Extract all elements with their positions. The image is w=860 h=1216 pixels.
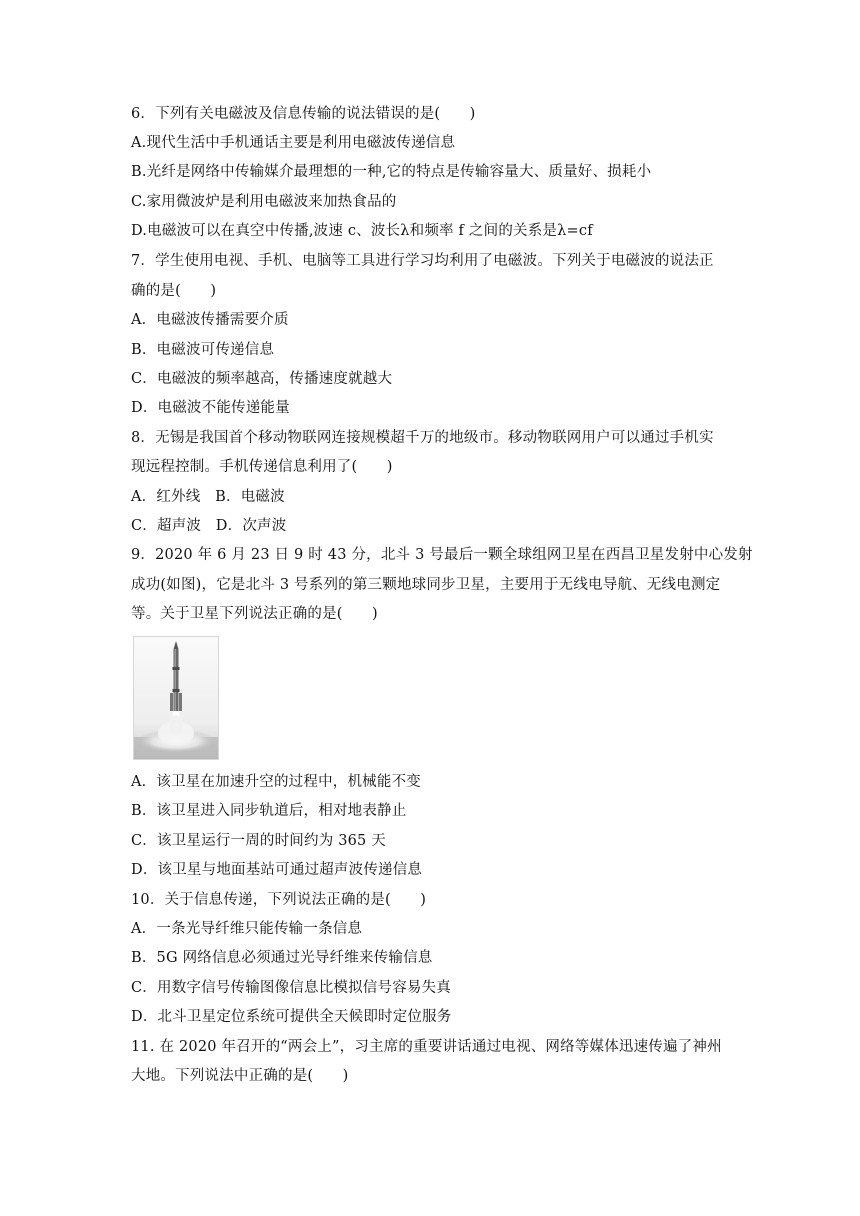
q7-option-d: D．电磁波不能传递能量 bbox=[131, 400, 290, 416]
q6-option-b: B.光纤是网络中传输媒介最理想的一种,它的特点是传输容量大、质量好、损耗小 bbox=[131, 164, 652, 180]
q10-option-a: A．一条光导纤维只能传输一条信息 bbox=[131, 921, 363, 937]
q8-options-cd: C．超声波 D．次声波 bbox=[131, 518, 287, 534]
q7-stem-line2: 确的是( ) bbox=[131, 283, 217, 299]
q10-option-d: D．北斗卫星定位系统可提供全天候即时定位服务 bbox=[131, 1009, 452, 1025]
q8-stem-line1: 8．无锡是我国首个移动物联网连接规模超千万的地级市。移动物联网用户可以通过手机实 bbox=[131, 430, 714, 446]
q10-option-b: B．5G 网络信息必须通过光导纤维来传输信息 bbox=[131, 950, 433, 966]
q11-stem-line1: 11. 在 2020 年召开的“两会上”，习主席的重要讲话通过电视、网络等媒体迅速传遍了神州 bbox=[131, 1039, 722, 1055]
q6-option-c: C.家用微波炉是利用电磁波来加热食品的 bbox=[131, 194, 397, 210]
q6-option-d: D.电磁波可以在真空中传播,波速 c、波长λ和频率 f 之间的关系是λ=cf bbox=[131, 223, 593, 239]
q8-stem-line2: 现远程控制。手机传递信息利用了( ) bbox=[131, 459, 393, 475]
q11-stem-line2: 大地。下列说法中正确的是( ) bbox=[131, 1068, 349, 1084]
rocket-launch-illustration bbox=[134, 637, 218, 759]
q9-option-b: B．该卫星进入同步轨道后，相对地表静止 bbox=[131, 803, 407, 819]
q9-option-c: C．该卫星运行一周的时间约为 365 天 bbox=[131, 833, 386, 849]
q7-option-a: A．电磁波传播需要介质 bbox=[131, 312, 289, 328]
q9-stem-line1: 9．2020 年 6 月 23 日 9 时 43 分，北斗 3 号最后一颗全球组网卫星在西昌卫星发射中心发射 bbox=[131, 547, 753, 563]
q9-option-d: D．该卫星与地面基站可通过超声波传递信息 bbox=[131, 862, 423, 878]
q6-stem: 6．下列有关电磁波及信息传输的说法错误的是( ) bbox=[131, 106, 476, 122]
q6-option-a: A.现代生活中手机通话主要是利用电磁波传递信息 bbox=[131, 135, 456, 151]
q7-option-b: B．电磁波可传递信息 bbox=[131, 342, 275, 358]
q10-option-c: C．用数字信号传输图像信息比模拟信号容易失真 bbox=[131, 980, 451, 996]
q9-option-a: A．该卫星在加速升空的过程中，机械能不变 bbox=[131, 774, 421, 790]
q7-stem-line1: 7．学生使用电视、手机、电脑等工具进行学习均利用了电磁波。下列关于电磁波的说法正 bbox=[131, 253, 714, 269]
q7-option-c: C．电磁波的频率越高，传播速度就越大 bbox=[131, 371, 393, 387]
q10-stem: 10．关于信息传递，下列说法正确的是( ) bbox=[131, 892, 427, 908]
q8-options-ab: A．红外线 B．电磁波 bbox=[131, 489, 285, 505]
rocket-launch-photo-icon bbox=[133, 636, 219, 760]
q9-stem-line2: 成功(如图)，它是北斗 3 号系列的第三颗地球同步卫星，主要用于无线电导航、无线电测定 bbox=[131, 577, 721, 593]
q9-stem-line3: 等。关于卫星下列说法正确的是( ) bbox=[131, 606, 378, 622]
